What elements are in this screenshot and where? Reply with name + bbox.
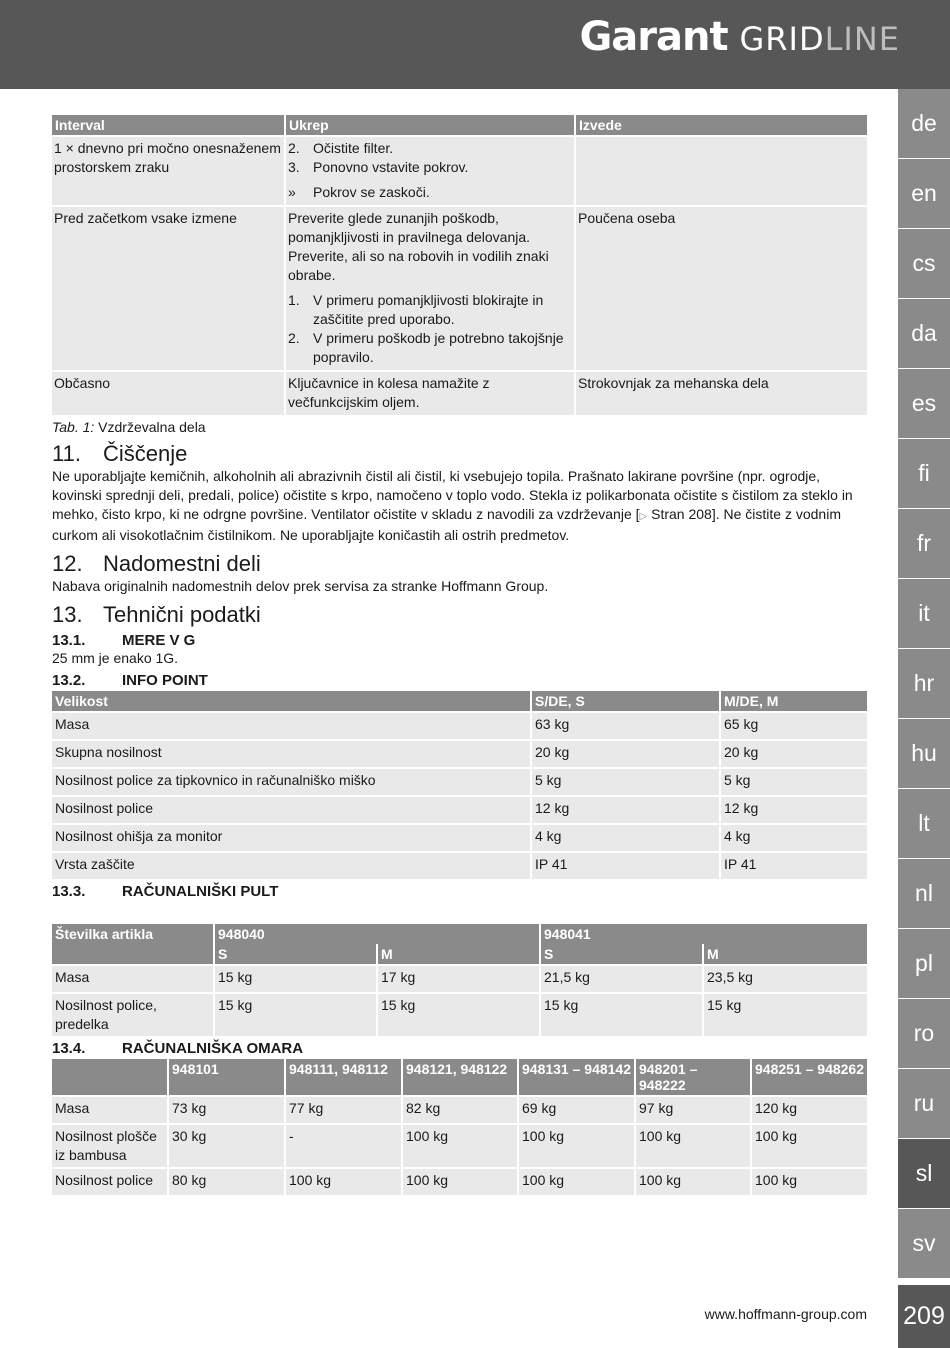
column-header: M xyxy=(704,944,867,964)
table-cell: 100 kg xyxy=(403,1167,519,1195)
page-number: 209 xyxy=(898,1285,950,1348)
list-item: 2. V primeru poškodb je potrebno takojšnje popravilo. xyxy=(288,330,564,365)
table-cell: - xyxy=(286,1123,403,1167)
table-cell: 63 kg xyxy=(532,711,721,739)
lang-tab-da[interactable]: da xyxy=(898,299,950,369)
table-cell: Občasno xyxy=(52,370,286,415)
table-cell: 20 kg xyxy=(532,739,721,767)
table-cell: 100 kg xyxy=(636,1123,752,1167)
table-cell: 69 kg xyxy=(519,1095,636,1123)
lang-tab-es[interactable]: es xyxy=(898,369,950,439)
lang-tab-ru[interactable]: ru xyxy=(898,1069,950,1139)
table-row xyxy=(52,964,867,992)
table-header-row xyxy=(52,924,867,944)
table-cell: 100 kg xyxy=(636,1167,752,1195)
column-header: Velikost xyxy=(52,691,532,711)
table-cell: 100 kg xyxy=(752,1123,867,1167)
table-header-row xyxy=(52,115,867,135)
table-cell: Skupna nosilnost xyxy=(52,739,532,767)
column-header: S xyxy=(541,944,704,964)
table-cell: 4 kg xyxy=(721,823,867,851)
table-row xyxy=(52,1167,867,1195)
table-cell: 100 kg xyxy=(519,1123,636,1167)
list-item: 1. V primeru pomanjkljivosti blokirajte in zaščitite pred uporabo. xyxy=(288,292,544,327)
table-cell: Nosilnost police, predelka xyxy=(52,992,215,1036)
page-header xyxy=(0,0,950,89)
column-header: Interval xyxy=(52,115,286,135)
column-header: S xyxy=(215,944,378,964)
table-cell: 80 kg xyxy=(169,1167,286,1195)
language-sidebar xyxy=(898,89,950,1279)
column-header: Številka artikla xyxy=(52,924,215,964)
table-cell: Strokovnjak za mehanska dela xyxy=(576,370,867,415)
main-content xyxy=(52,115,867,1195)
table-header-row xyxy=(52,691,867,711)
table-cell: 100 kg xyxy=(403,1123,519,1167)
column-header xyxy=(52,1059,169,1095)
list-item: 3. Ponovno vstavite pokrov. xyxy=(288,159,469,175)
table-row xyxy=(52,795,867,823)
table-row xyxy=(52,205,867,370)
column-header: 948111, 948112 xyxy=(286,1059,403,1095)
table-row xyxy=(52,851,867,879)
lang-tab-fr[interactable]: fr xyxy=(898,509,950,579)
lang-tab-pl[interactable]: pl xyxy=(898,929,950,999)
dimension-text: 25 mm je enako 1G. xyxy=(52,650,179,666)
table-cell: Masa xyxy=(52,964,215,992)
column-header: 948121, 948122 xyxy=(403,1059,519,1095)
lang-tab-de[interactable]: de xyxy=(898,89,950,159)
table-cell: 97 kg xyxy=(636,1095,752,1123)
step-list xyxy=(288,139,572,202)
table-row xyxy=(52,739,867,767)
table-cell: 15 kg xyxy=(541,992,704,1036)
table-cell: Poučena oseba xyxy=(576,205,867,370)
table-cell: Nosilnost police xyxy=(52,795,532,823)
table-cell: Nosilnost ohišja za monitor xyxy=(52,823,532,851)
table-row xyxy=(52,992,867,1036)
table-cell xyxy=(286,205,576,370)
column-header: M/DE, M xyxy=(721,691,867,711)
maintenance-table xyxy=(52,115,867,415)
product-name: GRIDLINE xyxy=(739,20,900,58)
computer-desk-table xyxy=(52,924,867,1036)
step-list xyxy=(288,291,572,367)
table-cell xyxy=(576,135,867,205)
lang-tab-hr[interactable]: hr xyxy=(898,649,950,719)
subsection-heading: 13.2. INFO POINT xyxy=(52,672,208,689)
column-header: 948040 xyxy=(215,924,541,944)
triangle-right-icon: ▷ xyxy=(639,511,648,522)
table-row xyxy=(52,767,867,795)
table-cell xyxy=(286,135,576,205)
lang-tab-sl[interactable]: sl xyxy=(898,1139,950,1209)
cleaning-text: Ne uporabljajte kemičnih, alkoholnih ali abrazivnih čistil ali čistil, ki vsebujejo topila. Prašnato lakirane površine (npr. ogrodje, kovinski sprednji deli, predali, police) očistite s krpo, namočeno v toplo vodo. Stekla iz polikarbonata očistite s čistilom za steklo in mehko, čisto krpo, ki ne odrgne površine. Ventilator očistite v skladu z navodili za vzdrževanje [▷ Stran 208]. Ne čistite z vodnim curkom ali visokotlačnim čistilnikom. Ne uporabljajte koničastih ali ostrih predmetov. xyxy=(52,468,853,543)
table-cell: Nosilnost plošče iz bambusa xyxy=(52,1123,169,1167)
section-heading-technical-data: 13. Tehnični podatki xyxy=(52,602,261,627)
table-cell: 100 kg xyxy=(752,1167,867,1195)
subsection-heading: 13.4. RAČUNALNIŠKA OMARA xyxy=(52,1040,304,1057)
subsection-heading: 13.1. MERE V G xyxy=(52,632,196,649)
table-cell: 100 kg xyxy=(286,1167,403,1195)
table-cell: 65 kg xyxy=(721,711,867,739)
table-cell: Vrsta zaščite xyxy=(52,851,532,879)
table-cell: 82 kg xyxy=(403,1095,519,1123)
table-cell: IP 41 xyxy=(532,851,721,879)
table-row xyxy=(52,1123,867,1167)
table-cell: Nosilnost police xyxy=(52,1167,169,1195)
table-cell: 20 kg xyxy=(721,739,867,767)
table-cell: 30 kg xyxy=(169,1123,286,1167)
footer-url[interactable]: www.hoffmann-group.com xyxy=(704,1306,867,1322)
table-cell: 23,5 kg xyxy=(704,964,867,992)
lang-tab-en[interactable]: en xyxy=(898,159,950,229)
table-cell: 12 kg xyxy=(532,795,721,823)
section-heading-spare-parts: 12. Nadomestni deli xyxy=(52,551,261,576)
column-header: M xyxy=(378,944,541,964)
table-cell: Masa xyxy=(52,711,532,739)
lang-tab-fi[interactable]: fi xyxy=(898,439,950,509)
lang-tab-cs[interactable]: cs xyxy=(898,229,950,299)
table-cell: Masa xyxy=(52,1095,169,1123)
table-cell: 120 kg xyxy=(752,1095,867,1123)
table-cell: 15 kg xyxy=(704,992,867,1036)
lang-tab-ro[interactable]: ro xyxy=(898,999,950,1069)
lang-tab-it[interactable]: it xyxy=(898,579,950,649)
table-row xyxy=(52,823,867,851)
table-cell: 21,5 kg xyxy=(541,964,704,992)
table-cell: 4 kg xyxy=(532,823,721,851)
column-header: S/DE, S xyxy=(532,691,721,711)
result-item: » Pokrov se zaskoči. xyxy=(288,184,430,200)
lang-tab-lt[interactable]: lt xyxy=(898,789,950,859)
spare-parts-text: Nabava originalnih nadomestnih delov prek servisa za stranke Hoffmann Group. xyxy=(52,578,549,594)
brand-logo xyxy=(579,14,900,60)
section-heading-cleaning: 11. Čiščenje xyxy=(52,441,188,466)
table-cell: 1 × dnevno pri močno onesnaženem prostorskem zraku xyxy=(52,135,286,205)
column-header: 948201 – 948222 xyxy=(636,1059,752,1095)
table-row xyxy=(52,135,867,205)
table-row xyxy=(52,1095,867,1123)
column-header: 948131 – 948142 xyxy=(519,1059,636,1095)
table-cell: 15 kg xyxy=(215,992,378,1036)
column-header: 948041 xyxy=(541,924,867,944)
list-item: 2. Očistite filter. xyxy=(288,140,394,156)
subsection-heading: 13.3. RAČUNALNIŠKI PULT xyxy=(52,883,279,900)
table-cell: 15 kg xyxy=(378,992,541,1036)
table-cell: 15 kg xyxy=(215,964,378,992)
column-header: 948251 – 948262 xyxy=(752,1059,867,1095)
table-row xyxy=(52,711,867,739)
table-header-row xyxy=(52,1059,867,1095)
table-cell: 77 kg xyxy=(286,1095,403,1123)
table-cell: 17 kg xyxy=(378,964,541,992)
brand-name: Garant xyxy=(579,14,728,60)
cell-text: Preverite glede zunanjih poškodb, pomanjkljivosti in pravilnega delovanja. Preverite, ali so na robovih in vodilih znaki obrabe. xyxy=(288,210,549,283)
computer-cabinet-table xyxy=(52,1059,867,1195)
lang-tab-sv[interactable]: sv xyxy=(898,1209,950,1279)
table-caption: Tab. 1: Vzdrževalna dela xyxy=(52,419,206,435)
table-cell: 73 kg xyxy=(169,1095,286,1123)
column-header: Izvede xyxy=(576,115,867,135)
table-cell: Pred začetkom vsake izmene xyxy=(52,205,286,370)
table-cell: 5 kg xyxy=(721,767,867,795)
table-cell: Ključavnice in kolesa namažite z večfunkcijskim oljem. xyxy=(286,370,576,415)
table-row xyxy=(52,370,867,415)
column-header: Ukrep xyxy=(286,115,576,135)
column-header: 948101 xyxy=(169,1059,286,1095)
lang-tab-hu[interactable]: hu xyxy=(898,719,950,789)
lang-tab-nl[interactable]: nl xyxy=(898,859,950,929)
table-cell: 100 kg xyxy=(519,1167,636,1195)
table-cell: 5 kg xyxy=(532,767,721,795)
table-cell: 12 kg xyxy=(721,795,867,823)
page-reference-link[interactable]: Stran 208 xyxy=(651,506,712,522)
info-point-table xyxy=(52,691,867,879)
table-cell: Nosilnost police za tipkovnico in računalniško miško xyxy=(52,767,532,795)
table-cell: IP 41 xyxy=(721,851,867,879)
